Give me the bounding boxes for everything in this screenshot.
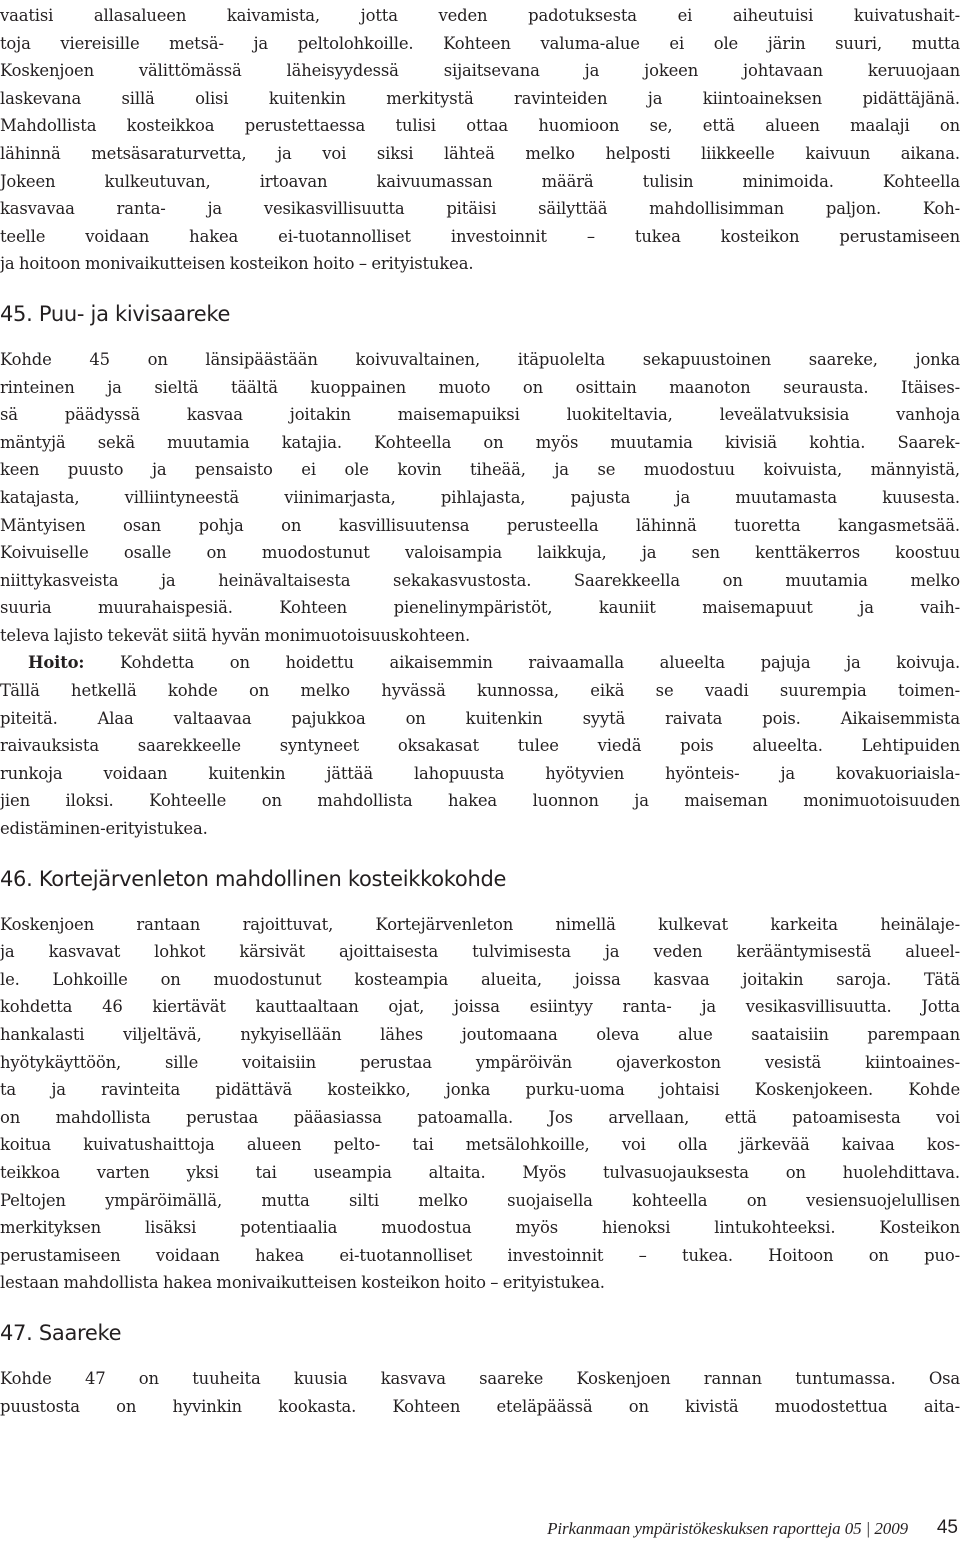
text-line: Koskenjoen välittömässä läheisyydessä sijaitsevana ja jokeen johtavaan keruuojaan: [0, 61, 960, 81]
report-series-title: Pirkanmaan ympäristökeskuksen raportteja 05 | 2009: [547, 1519, 908, 1538]
text-line: lestaan mahdollista hakea monivaikutteisen kosteikon hoito – erityistukea.: [0, 1273, 605, 1293]
section-heading-45: 45. Puu- ja kivisaareke: [0, 301, 231, 326]
text-line: perustamiseen voidaan hakea ei-tuotannolliset investoinnit – tukea. Hoitoon on puo-: [0, 1245, 960, 1265]
text-line: hyötykäyttöön, sille voitaisiin perustaa ympäröivän ojaverkoston vesistä kiintoaines-: [0, 1052, 960, 1072]
text-line: sä päädyssä kasvaa joitakin maisemapuiksi luokiteltavia, leveälatvuksisia vanhoja: [0, 405, 960, 425]
text-line: toja viereisille metsä- ja peltolohkoille. Kohteen valuma-alue ei ole järin suuri, mutta: [0, 33, 960, 53]
text-line: Koivuiselle osalle on muodostunut valoisampia laikkuja, ja sen kenttäkerros koostuu: [0, 543, 960, 563]
text-line: Mahdollista kosteikkoa perustettaessa tulisi ottaa huomioon se, että alueen maalaji on: [0, 116, 960, 136]
text-line: Mäntyisen osan pohja on kasvillisuutensa perusteella lähinnä tuoretta kangasmetsää.: [0, 515, 960, 535]
section-heading-46: 46. Kortejärvenleton mahdollinen kosteikkokohde: [0, 866, 507, 891]
section-46-paragraph: [0, 911, 960, 1297]
text-line: rinteinen ja sieltä täältä kuoppainen muoto on osittain maanoton seurausta. Itäises-: [0, 377, 960, 397]
section-47-paragraph: [0, 1365, 960, 1420]
text-line: on mahdollista perustaa pääasiassa patoamalla. Jos arvellaan, että patoamisesta voi: [0, 1107, 960, 1127]
text-line: Kohde 45 on länsipäästään koivuvaltainen, itäpuolelta sekapuustoinen saareke, jonka: [0, 349, 960, 369]
text-line: kasvavaa ranta- ja vesikasvillisuutta pitäisi säilyttää mahdollisimman paljon. Koh-: [0, 199, 960, 219]
hoito-label: Hoito:: [28, 653, 85, 673]
page-number: 45: [936, 1517, 958, 1538]
text-line: Koskenjoen rantaan rajoittuvat, Kortejärvenleton nimellä kulkevat karkeita heinälaje-: [0, 914, 960, 934]
text-line: Peltojen ympäröimällä, mutta silti melko suojaisella kohteella on vesiensuojelullisen: [0, 1190, 960, 1210]
text-line: teikkoa varten yksi tai useampia altaita. Myös tulvasuojauksesta on huolehdittava.: [0, 1162, 960, 1182]
text-line: hankalasti viljeltävä, nykyisellään lähes joutomaana oleva alue saataisiin parempaan: [0, 1025, 960, 1044]
text-line: laskevana sillä olisi kuitenkin merkitystä ravinteiden ja kiintoaineksen pidättäjänä.: [0, 88, 960, 108]
text-line: runkoja voidaan kuitenkin jättää lahopuusta hyötyvien hyönteis- ja kovakuoriaisla-: [0, 763, 960, 783]
text-line: puustosta on hyvinkin kookasta. Kohteen eteläpäässä on kivistä muodostettua aita-: [0, 1396, 960, 1416]
text-line: katajasta, villiintyneestä viinimarjasta, pihlajasta, pajusta ja muutamasta kuusesta.: [0, 487, 960, 507]
text-line: jien iloksi. Kohteelle on mahdollista hakea luonnon ja maiseman monimuotoisuuden: [0, 791, 960, 811]
text-line: kohdetta 46 kiertävät kauttaaltaan ojat, joissa esiintyy ranta- ja vesikasvillisuutta. Jotta: [0, 997, 960, 1017]
section-heading-47: 47. Saareke: [0, 1320, 122, 1345]
hoito-first-text: Kohdetta on hoidettu aikaisemmin raivaamalla alueelta pajuja ja koivuja.: [84, 653, 960, 673]
text-line: edistäminen-erityistukea.: [0, 819, 208, 839]
text-line: Jokeen kulkeutuvan, irtoavan kaivuumassan määrä tulisin minimoida. Kohteella: [0, 171, 960, 191]
text-line: mäntyjä sekä muutamia katajia. Kohteella on myös muutamia kivisiä kohtia. Saarek-: [0, 432, 960, 452]
text-line: le. Lohkoille on muodostunut kosteampia alueita, joissa kasvaa joitakin saroja. Tätä: [0, 969, 960, 989]
text-line: teelle voidaan hakea ei-tuotannolliset investoinnit – tukea kosteikon perustamiseen: [0, 226, 960, 246]
text-line: koitua kuivatushaittoja alueen pelto- tai metsälohkoille, voi olla järkevää kaivaa kos-: [0, 1135, 960, 1155]
text-line: Tällä hetkellä kohde on melko hyvässä kunnossa, eikä se vaadi suurempia toimen-: [0, 681, 960, 701]
text-line: televa lajisto tekevät siitä hyvän monimuotoisuuskohteen.: [0, 625, 471, 645]
text-line: keen puusto ja pensaisto ei ole kovin tiheää, ja se muodostuu koivuista, männyistä,: [0, 460, 960, 480]
text-line: ja hoitoon monivaikutteisen kosteikon hoito – erityistukea.: [0, 254, 474, 274]
intro-paragraph: [0, 2, 960, 278]
text-line: piteitä. Alaa valtaavaa pajukkoa on kuitenkin syytä raivata pois. Aikaisemmista: [0, 708, 960, 728]
text-line: vaatisi allasalueen kaivamista, jotta veden padotuksesta ei aiheutuisi kuivatushait-: [0, 6, 960, 25]
section-45-paragraph: [0, 346, 960, 843]
text-line: ja kasvavat lohkot kärsivät ajoittaisesta tulvimisesta ja veden kerääntymisestä alueel-: [0, 942, 960, 962]
page-footer: [0, 1511, 960, 1551]
text-line: Kohde 47 on tuuheita kuusia kasvava saareke Koskenjoen rannan tuntumassa. Osa: [0, 1368, 960, 1388]
text-line: raivauksista saarekkeelle syntyneet oksakasat tulee viedä pois alueelta. Lehtipuiden: [0, 736, 960, 756]
text-line: niittykasveista ja heinävaltaisesta sekakasvustosta. Saarekkeella on muutamia melko: [0, 570, 960, 590]
text-line: suuria muurahaispesiä. Kohteen pienelinympäristöt, kauniit maisemapuut ja vaih-: [0, 598, 960, 618]
text-line: merkityksen lisäksi potentiaalia muodostua myös hienoksi lintukohteeksi. Kosteikon: [0, 1218, 960, 1238]
text-line: lähinnä metsäsaraturvetta, ja voi siksi lähteä melko helposti liikkeelle kaivuun aikana.: [0, 143, 960, 163]
text-line: ta ja ravinteita pidättävä kosteikko, jonka purku-uoma johtaisi Koskenjokeen. Kohde: [0, 1080, 960, 1100]
hoito-first-line: [0, 649, 960, 677]
